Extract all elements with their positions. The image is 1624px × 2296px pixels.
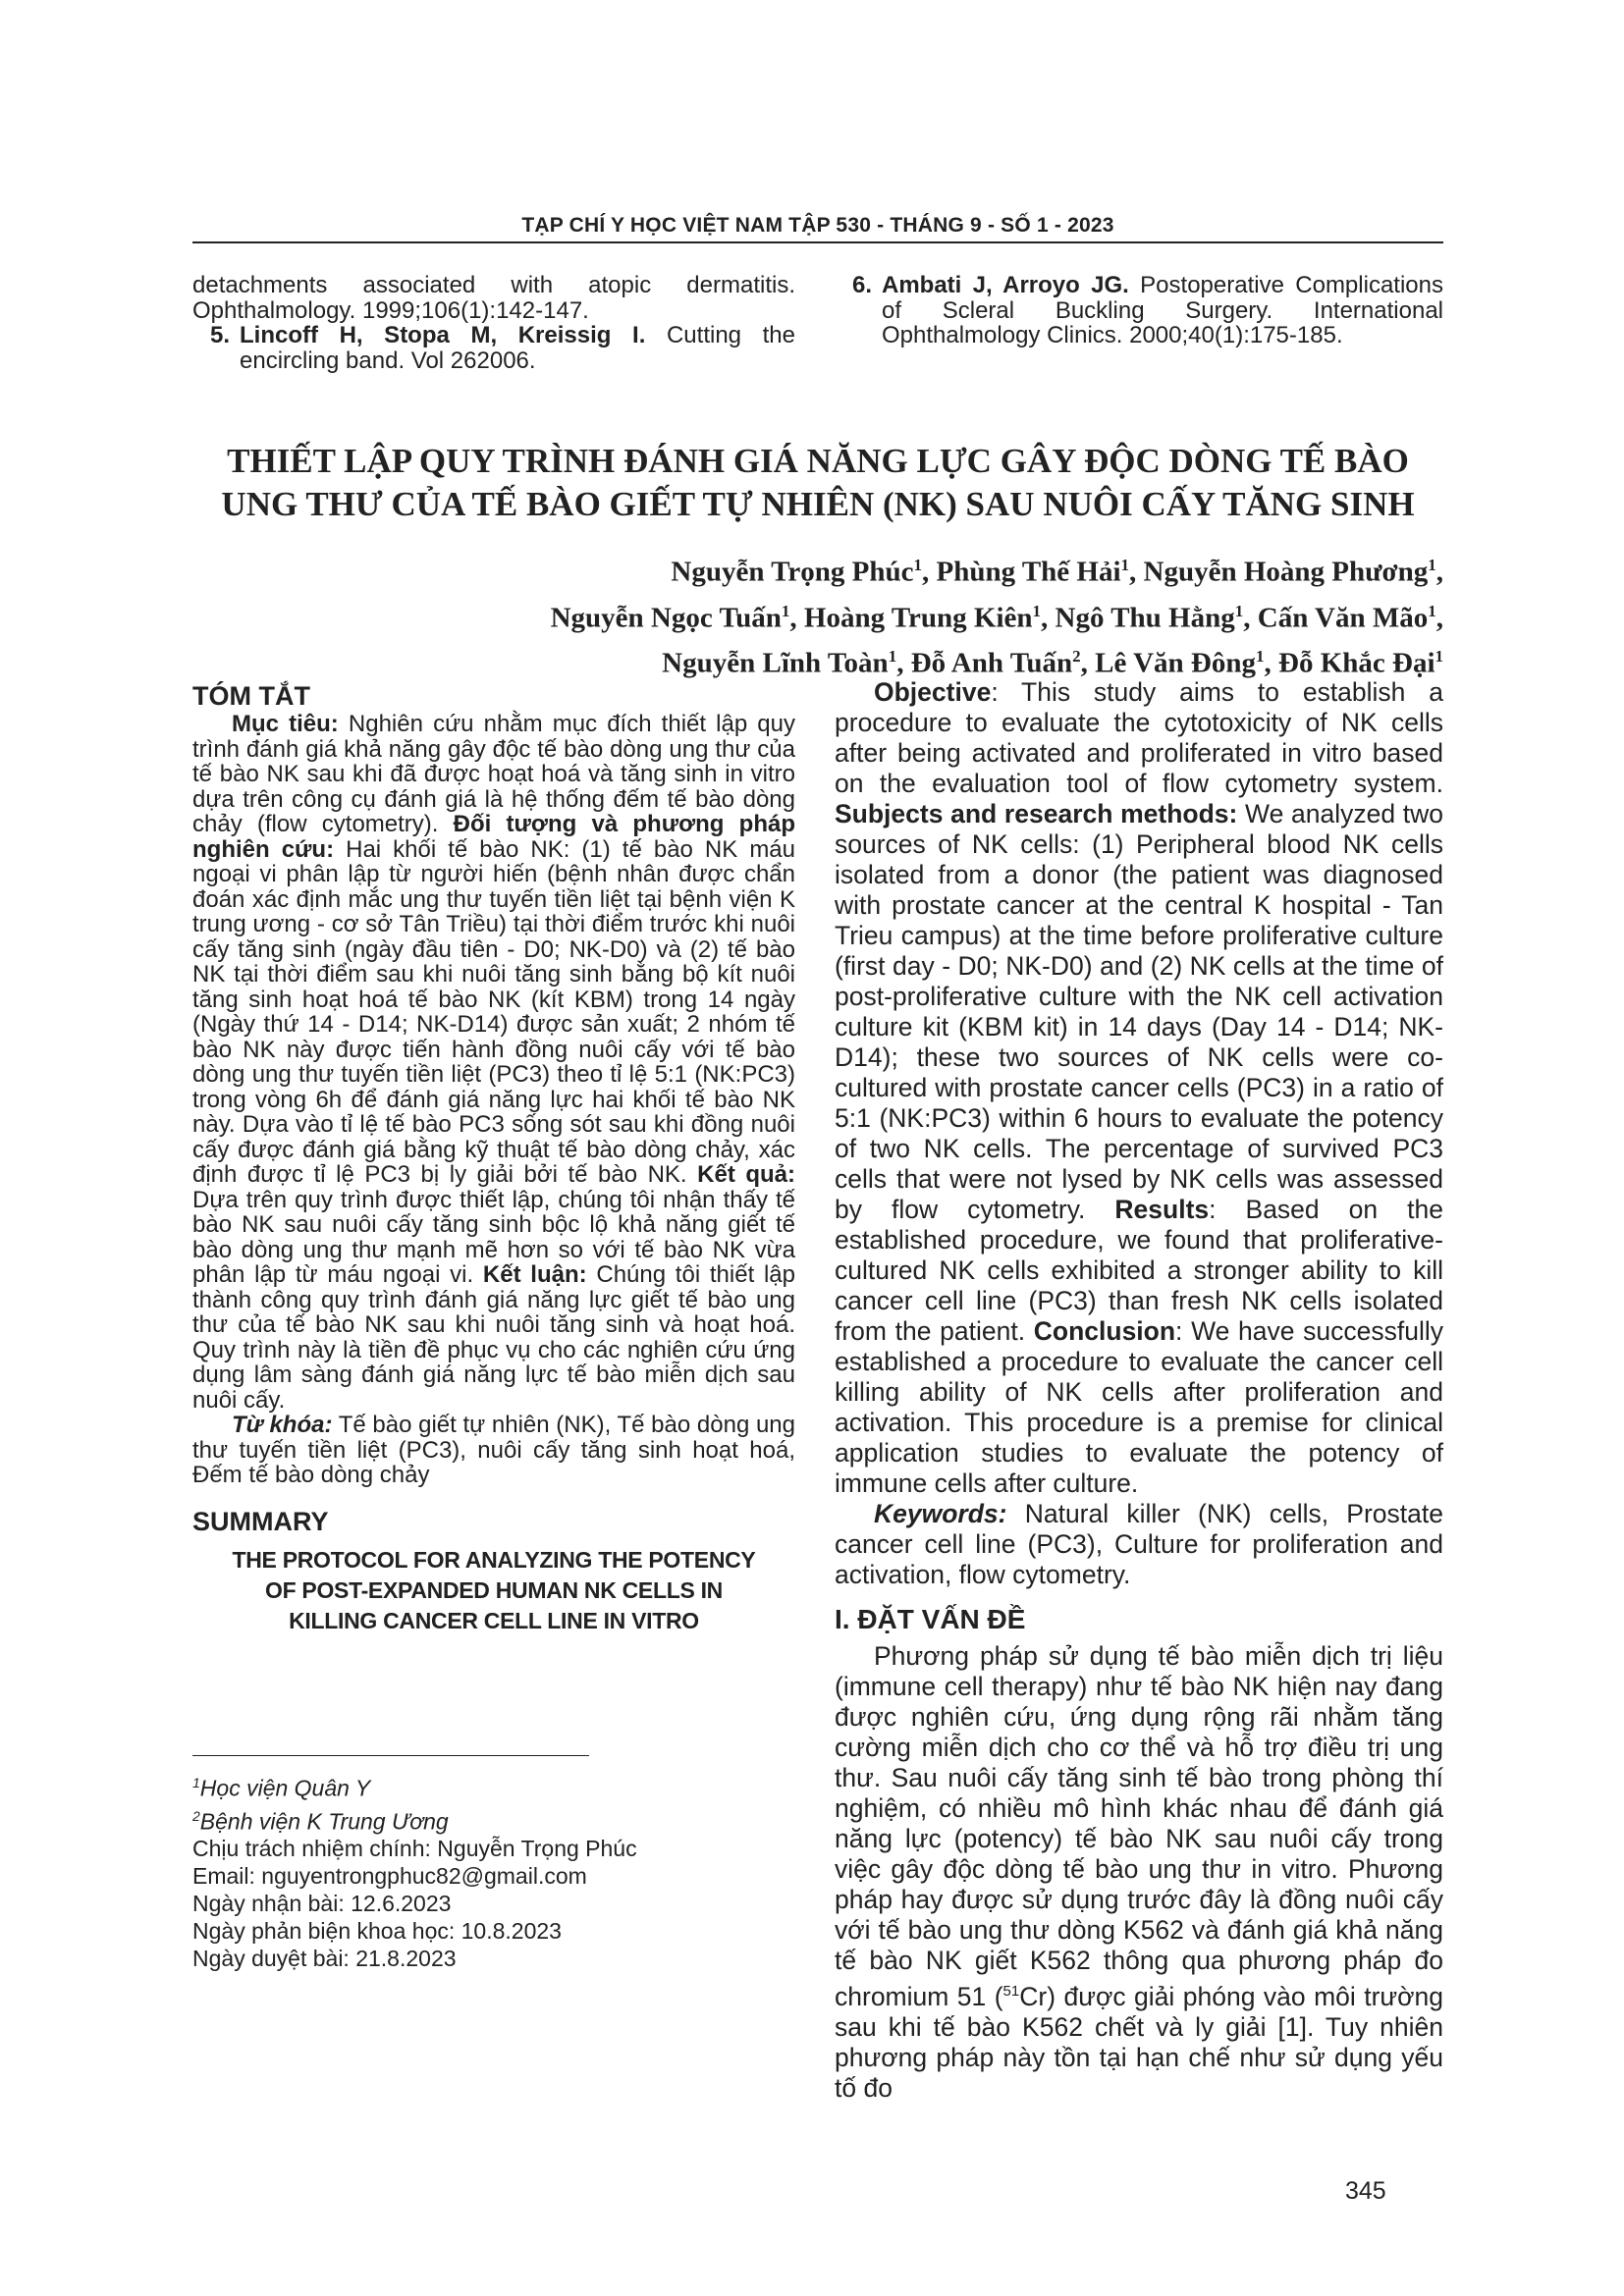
footnotes [192,1769,795,1972]
keywords-english [835,1499,1443,1590]
page-number: 345 [1345,2177,1386,2205]
results-text: : Based on the established procedure, we found that proliferative-cultured NK cells exhibited a stronger ability to kill cancer cell line (PC3) than fresh NK cells isolated from the patient. [835,1195,1443,1346]
summary-title-line: OF POST-EXPANDED HUMAN NK CELLS IN [264,1576,723,1603]
author-name: Nguyễn Trọng Phúc [671,556,914,588]
keywords-label: Keywords: [874,1499,1007,1528]
objective-text: : This study aims to establish a procedure to evaluate the cytotoxicity of NK cells after being activated and proliferated in vitro based on the evaluation tool of flow cytometry system. [835,677,1443,798]
date-accepted: Ngày duyệt bài: 21.8.2023 [192,1946,457,1972]
title-line-2: UNG THƯ CỦA TẾ BÀO GIẾT TỰ NHIÊN (NK) SAU NUÔI CẤY TĂNG SINH [221,485,1415,523]
reference-text: Cutting the encircling band. Vol 262006. [240,322,795,374]
author-name: Ngô Thu Hằng [1055,602,1235,634]
title-line-1: THIẾT LẬP QUY TRÌNH ĐÁNH GIÁ NĂNG LỰC GÂY ĐỘC DÒNG TẾ BÀO [227,442,1409,480]
journal-header: TẠP CHÍ Y HỌC VIỆT NAM TẬP 530 - THÁNG 9 - SỐ 1 - 2023 [521,214,1114,237]
keywords-label: Từ khóa: [232,1412,333,1438]
affiliation-text: Học viện Quân Y [199,1775,371,1801]
affiliation-mark: 1 [913,556,922,574]
reference-number: 5. [209,322,230,348]
date-reviewed: Ngày phản biện khoa học: 10.8.2023 [192,1918,562,1945]
abstract-vietnamese [192,680,795,1636]
summary-title-line: THE PROTOCOL FOR ANALYZING THE POTENCY [232,1546,756,1573]
affiliation-2 [192,1802,795,1836]
affiliation-text: Bệnh viện K Trung Ương [199,1808,449,1835]
author-line-3: Nguyễn Lĩnh Toàn$^1$, Đỗ Anh Tuấn$^2$, Lê Văn Đông$^1$, Đỗ Khắc Đại$^1$ [662,647,1443,679]
author-line-2: Nguyễn Ngọc Tuấn$^1$, Hoàng Trung Kiên$^1$, Ngô Thu Hằng$^1$, Cấn Văn Mão$^1$, [550,601,1443,634]
objective-label: Mục tiêu: [232,711,339,737]
affiliation-mark: 2 [192,1807,200,1824]
author-name: Hoàng Trung Kiên [803,602,1033,634]
reference-number: 6. [851,272,872,298]
affiliation-mark: 1 [1428,556,1436,574]
author-name: Đỗ Anh Tuấn [910,647,1073,679]
conclusion-text: Chúng tôi thiết lập thành công quy trình đánh giá năng lực giết tế bào ung thư của tế bào NK sau khi nuôi tăng sinh và hoạt hoá. Quy trình này là tiền đề phục vụ cho các nghiên cứu ứng dụng lâm sàng đánh giá năng lực tế bào miễn dịch sau nuôi cấy. [192,1261,795,1414]
reference-4-continuation: detachments associated with atopic dermatitis. Ophthalmology. 1999;106(1):142-147. [192,272,795,324]
author-name: Cấn Văn Mão [1257,602,1429,634]
intro-text: Cr) được giải phóng vào môi trường sau khi tế bào K562 chết và ly giải [1]. Tuy nhiên phương pháp này tồn tại hạn chế như sử dụng yếu tố đo [835,1981,1444,2103]
footnote-rule [192,1755,589,1756]
author-line-1: Nguyễn Trọng Phúc$^1$, Phùng Thế Hải$^1$, Nguyễn Hoàng Phương$^1$, [671,556,1443,588]
header-rule [192,241,1443,243]
summary-heading: SUMMARY [192,1506,329,1536]
conclusion-label: Kết luận: [482,1261,587,1288]
author-name: Đỗ Khắc Đại [1278,647,1435,679]
author-name: Lê Văn Đông [1095,647,1256,679]
reference-5 [192,323,795,373]
affiliation-mark: 1 [1435,647,1443,667]
affiliation-mark: 1 [1428,601,1436,620]
article-title [192,440,1443,526]
affiliation-mark: 1 [1234,601,1244,620]
references-left [192,273,795,373]
author-name: Nguyễn Hoàng Phương [1143,556,1429,588]
author-list [192,546,1443,683]
conclusion-label: Conclusion [1033,1316,1176,1346]
references-right [835,273,1443,348]
affiliation-mark: 1 [888,647,897,667]
keywords-text: Natural killer (NK) cells, Prostate cancer cell line (PC3), Culture for proliferation and activation, flow cytometry. [835,1499,1443,1589]
intro-text: Phương pháp sử dụng tế bào miễn dịch trị liệu (immune cell therapy) như tế bào NK hiện nay đang được nghiên cứu, ứng dụng rộng rãi nhằm tăng cường miễn dịch cho cơ thể và hỗ trợ điều trị ung thư. Sau nuôi cấy tăng sinh tế bào trong phòng thí nghiệm, có nhiều mô hình khác nhau để đánh giá năng lực (potency) tế bào NK sau nuôi cấy trong việc gây độc dòng tế bào ung thư in vitro. Phương pháp hay được sử dụng trước đây là đồng nuôi cấy với tế bào ung thư dòng K562 và đánh giá khả năng tế bào NK giết K562 thông qua phương pháp đo chromium 51 ( [835,1641,1443,2011]
abstract-body [192,712,795,1413]
reference-authors: Lincoff H, Stopa M, Kreissig I. [240,322,646,348]
reference-6 [835,273,1443,348]
author-email: Email: nguyentrongphuc82@gmail.com [192,1863,587,1890]
author-name: Phùng Thế Hải [936,556,1121,588]
affiliation-mark: 1 [781,601,790,620]
affiliation-mark: 2 [1072,647,1081,667]
abstract-english-body [835,677,1443,1499]
reference-text: Postoperative Complications of Scleral Buckling Surgery. International Ophthalmology Clinics. 2000;40(1):175-185. [882,272,1443,348]
abstract-heading: TÓM TẮT [192,681,310,711]
objective-label: Objective [874,677,992,707]
results-label: Kết quả: [697,1161,796,1188]
results-text: Dựa trên quy trình được thiết lập, chúng tôi nhận thấy tế bào NK sau nuôi cấy tăng sinh bộc lộ khả năng giết tế bào dòng ung thư mạnh mẽ hơn so với tế bào NK vừa phân lập từ máu ngoại vi. [192,1186,795,1288]
conclusion-text: : We have successfully established a procedure to evaluate the cancer cell killing ability of NK cells after proliferation and activation. This procedure is a premise for clinical application studies to evaluate the potency of immune cells after culture. [835,1316,1443,1498]
reference-authors: Ambati J, Arroyo JG. [882,272,1129,298]
intro-paragraph [835,1641,1443,2104]
affiliation-mark: 1 [192,1775,200,1790]
author-name: Nguyễn Ngọc Tuấn [550,602,782,634]
keywords-vietnamese [192,1413,795,1488]
affiliation-1 [192,1769,795,1802]
author-name: Nguyễn Lĩnh Toàn [662,647,889,679]
intro-heading: I. ĐẶT VẤN ĐỀ [835,1604,1026,1634]
methods-label: Đối tượng và phương pháp nghiên cứu: [192,811,795,863]
responsible-author: Chịu trách nhiệm chính: Nguyễn Trọng Phúc [192,1836,637,1862]
results-label: Results [1114,1195,1210,1224]
objective-text: Nghiên cứu nhằm mục đích thiết lập quy trình đánh giá khả năng gây độc tế bào dòng ung thư của tế bào NK sau khi đã được hoạt hoá và tăng sinh in vitro dựa trên công cụ đánh giá là hệ thống đếm tế bào dòng chảy (flow cytometry). [192,711,796,837]
affiliation-mark: 1 [1032,601,1042,620]
methods-text: Hai khối tế bào NK: (1) tế bào NK máu ngoại vi phân lập từ người hiến (bệnh nhân được chẩn đoán xác định mắc ung thư tuyến tiền liệt tại bệnh viện K trung ương - cơ sở Tân Triều) tại thời điểm trước khi nuôi cấy tăng sinh (ngày đầu tiên - D0; NK-D0) và (2) tế bào NK tại thời điểm sau khi nuôi tăng sinh bằng bộ kít nuôi tăng sinh hoạt hoá tế bào NK (kít KBM) trong 14 ngày (Ngày thứ 14 - D14; NK-D14) được sản xuất; 2 nhóm tế bào NK này được tiến hành đồng nuôi cấy với tế bào dòng ung thư tuyến tiền liệt (PC3) theo tỉ lệ 5:1 (NK:PC3) trong vòng 6h để đánh giá năng lực hai khối tế bào NK này. Dựa vào tỉ lệ tế bào PC3 sống sót sau khi đồng nuôi cấy được đánh giá bằng kỹ thuật tế bào dòng chảy, xác định được tỉ lệ PC3 bị ly giải bởi tế bào NK. [192,835,796,1188]
affiliation-mark: 1 [1256,647,1265,667]
keywords-text: Tế bào giết tự nhiên (NK), Tế bào dòng ung thư tuyến tiền liệt (PC3), nuôi cấy tăng sinh hoạt hoá, Đếm tế bào dòng chảy [192,1412,796,1488]
isotope-superscript: 51 [1002,1983,1020,2000]
summary-title [192,1545,795,1636]
methods-label: Subjects and research methods: [835,799,1238,828]
date-received: Ngày nhận bài: 12.6.2023 [192,1891,452,1917]
summary-title-line: KILLING CANCER CELL LINE IN VITRO [289,1607,699,1633]
abstract-english [835,677,1443,2104]
affiliation-mark: 1 [1120,556,1130,574]
methods-text: We analyzed two sources of NK cells: (1) Peripheral blood NK cells isolated from a donor (the patient was diagnosed with prostate cancer at the central K hospital - Tan Trieu campus) at the time before proliferative culture (first day - D0; NK-D0) and (2) NK cells at the time of post-proliferative culture with the NK cell activation culture kit (KBM kit) in 14 days (Day 14 - D14; NK-D14); these two sources of NK cells were co-cultured with prostate cancer cells (PC3) in a ratio of 5:1 (NK:PC3) within 6 hours to evaluate the potency of two NK cells. The percentage of survived PC3 cells that were not lysed by NK cells was assessed by flow cytometry. [835,799,1443,1224]
